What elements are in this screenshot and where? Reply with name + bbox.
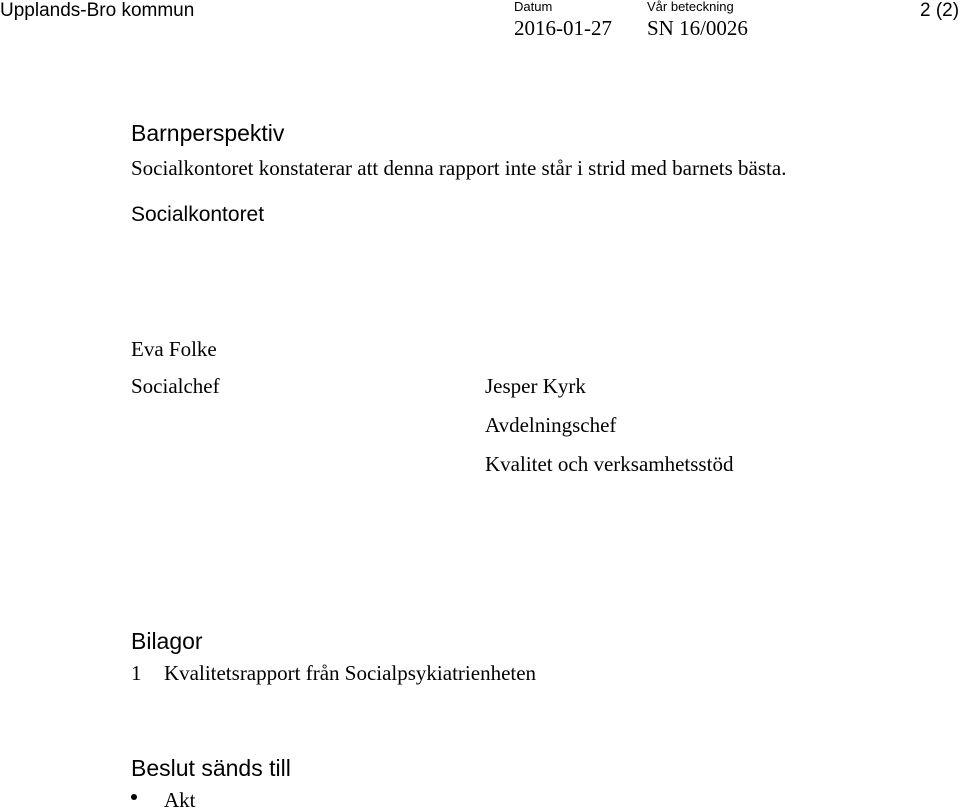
bullet-icon	[131, 794, 137, 800]
attachments-heading: Bilagor	[131, 628, 203, 654]
reference-label: Vår beteckning	[647, 0, 734, 14]
page-number: 2 (2)	[920, 0, 960, 21]
distribution-item: Akt	[164, 788, 196, 812]
attachment-number: 1	[131, 661, 142, 685]
distribution-heading: Beslut sänds till	[131, 755, 291, 781]
date-value: 2016-01-27	[514, 16, 612, 40]
signer-1-name: Eva Folke	[131, 337, 217, 361]
signer-2-unit: Kvalitet och verksamhetsstöd	[485, 452, 734, 476]
attachment-title: Kvalitetsrapport från Socialpsykiatrienheten	[164, 661, 537, 685]
signer-2-title: Avdelningschef	[485, 413, 617, 437]
child-perspective-text: Socialkontoret konstaterar att denna rapport inte står i strid med barnets bästa.	[131, 156, 787, 180]
child-perspective-heading: Barnperspektiv	[131, 120, 285, 146]
signer-2-name: Jesper Kyrk	[485, 374, 586, 398]
signer-1-title: Socialchef	[131, 374, 220, 398]
date-label: Datum	[514, 0, 553, 14]
organization-name: Upplands-Bro kommun	[0, 0, 195, 21]
office-name: Socialkontoret	[131, 203, 265, 226]
reference-value: SN 16/0026	[647, 16, 748, 40]
